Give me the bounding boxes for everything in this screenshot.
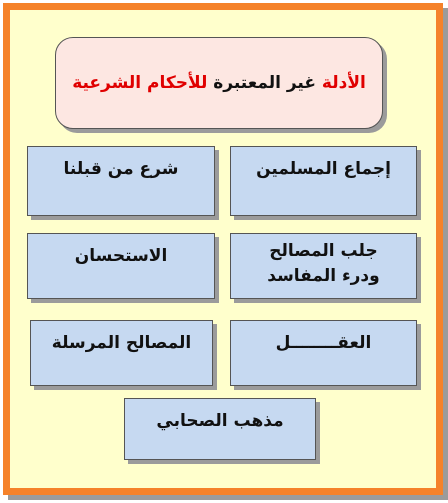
box-benefits-and-harms (230, 233, 417, 299)
box-previous-laws (27, 146, 215, 216)
title-box (55, 37, 383, 129)
box-reason (230, 320, 417, 386)
box-label-line2: ودرء المفاسد (267, 265, 380, 286)
box-label: إجماع المسلمين (256, 159, 391, 179)
box-istihsan (27, 233, 215, 299)
title-part-not-considered: غير المعتبرة (213, 73, 316, 93)
title-part-sharia-rulings: للأحكام الشرعية (72, 73, 208, 93)
box-label: المصالح المرسلة (51, 333, 192, 353)
box-label-line1: جلب المصالح (269, 241, 378, 261)
title-part-evidences: الأدلة (321, 73, 366, 93)
box-companion-opinion (124, 398, 316, 460)
box-label: العقــــــــل (275, 333, 372, 353)
box-public-interest (30, 320, 213, 386)
box-label: شرع من قبلنا (63, 159, 179, 179)
box-label: مذهب الصحابي (156, 411, 284, 431)
box-consensus-of-muslims (230, 146, 417, 216)
box-label: الاستحسان (74, 246, 168, 266)
